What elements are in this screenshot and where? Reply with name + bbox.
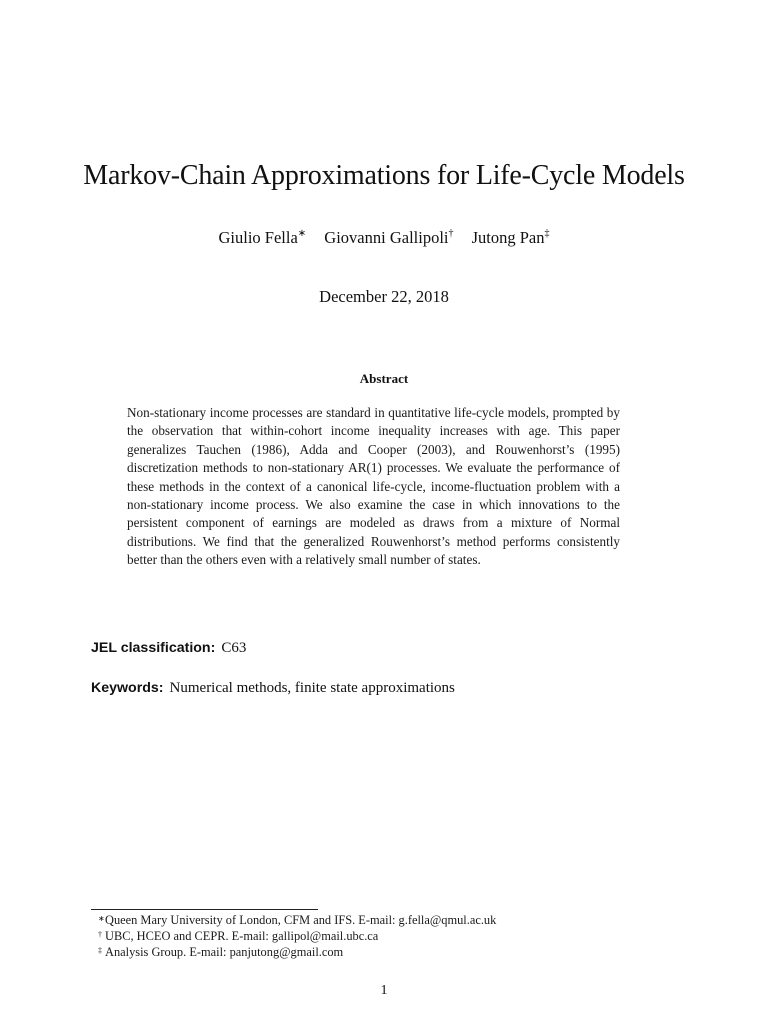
footnote-mark: † xyxy=(98,930,102,939)
jel-label: JEL classification: xyxy=(91,640,216,656)
author-gallipoli xyxy=(324,228,453,248)
jel-value: C63 xyxy=(221,640,247,656)
footnote-text: Queen Mary University of London, CFM and IFS. E-mail: g.fella@qmul.ac.uk xyxy=(105,913,497,927)
footnote-text: Analysis Group. E-mail: panjutong@gmail.com xyxy=(105,945,344,959)
author-fella xyxy=(218,228,306,248)
footnote-mark: ∗ xyxy=(98,914,105,923)
footnotes xyxy=(98,912,705,960)
jel-classification xyxy=(91,640,246,657)
author-name: Jutong Pan xyxy=(471,228,545,247)
abstract-text: Non-stationary income processes are standard in quantitative life-cycle models, prompted by the observation that within-cohort income inequality increases with age. This paper generalizes Tauchen (1986), Adda and Cooper (2003), and Rouwenhorst’s (1995) discretization methods to non-stationary AR(1) processes. We evaluate the performance of these methods in the context of a canonical life-cycle, income-fluctuation problem with a non-stationary income process. We also examine the case in which innovations to the persistent component of earnings are modeled as draws from a mixture of Normal distributions. We find that the generalized Rouwenhorst’s method performs consistently better than the others even with a relatively small number of states. xyxy=(127,405,620,568)
footnote-mark: ‡ xyxy=(98,946,102,955)
author-name: Giovanni Gallipoli xyxy=(324,228,449,247)
footnote-gallipoli xyxy=(98,928,705,944)
paper-date: December 22, 2018 xyxy=(319,287,449,306)
keywords-label: Keywords: xyxy=(91,680,164,696)
author-pan xyxy=(472,228,550,248)
footnote-pan xyxy=(98,944,705,960)
footnote-mark: ‡ xyxy=(544,227,550,239)
page-number: 1 xyxy=(380,983,388,998)
footnote-text: UBC, HCEO and CEPR. E-mail: gallipol@mail.ubc.ca xyxy=(105,929,379,943)
footnote-divider xyxy=(91,909,318,910)
footnote-mark: † xyxy=(448,227,454,239)
author-list xyxy=(0,228,768,248)
abstract-heading: Abstract xyxy=(359,371,409,386)
paper-title: Markov-Chain Approximations for Life-Cycle Models xyxy=(83,160,685,191)
footnote-mark: ∗ xyxy=(297,227,307,239)
author-name: Giulio Fella xyxy=(218,228,298,247)
keywords xyxy=(91,680,455,697)
footnote-fella xyxy=(98,912,705,928)
keywords-value: Numerical methods, finite state approximations xyxy=(169,680,455,696)
